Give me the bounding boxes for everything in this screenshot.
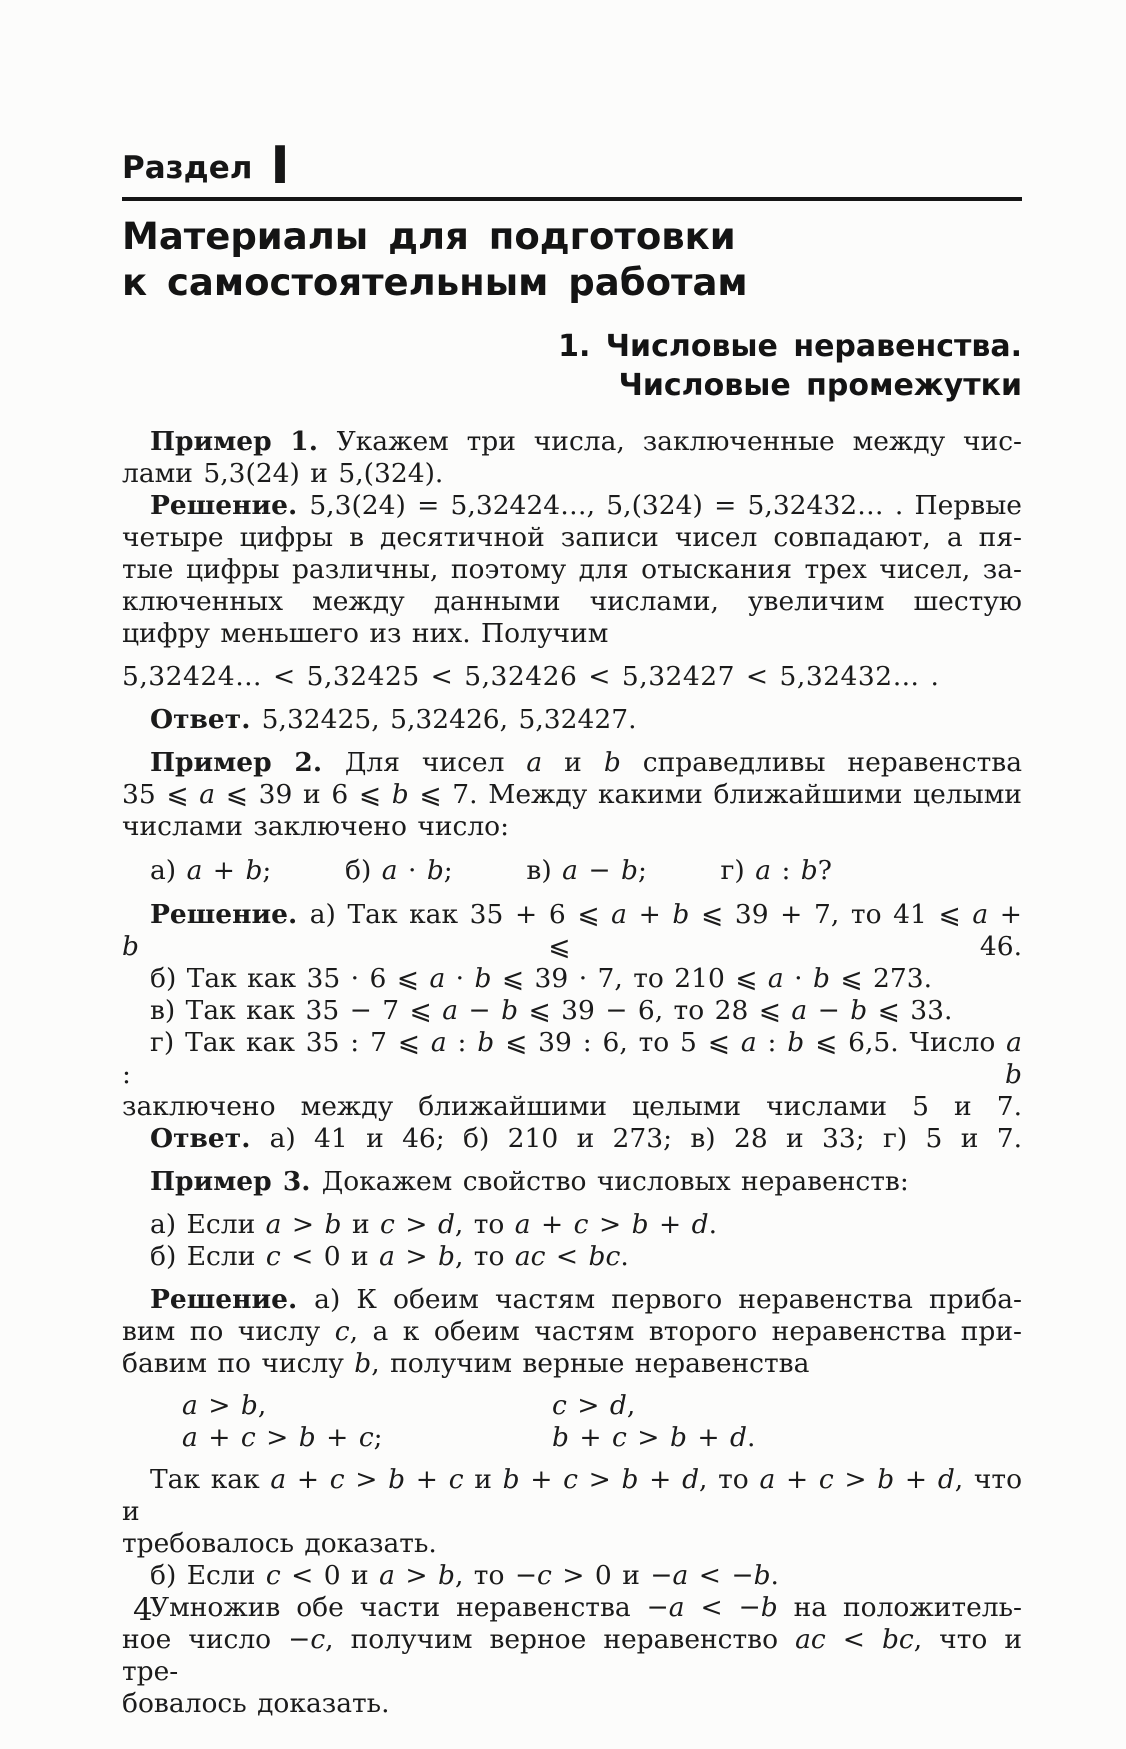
text: > xyxy=(588,1208,632,1240)
text: а) Если xyxy=(150,1208,266,1240)
text: < − xyxy=(688,1559,754,1591)
math-variable: b xyxy=(850,994,868,1026)
text: + xyxy=(405,1463,449,1495)
text: , получим верные неравенства xyxy=(371,1347,810,1379)
paragraph xyxy=(122,1166,1022,1198)
math-variable: a xyxy=(381,854,398,886)
formula-columns xyxy=(122,1390,1022,1454)
math-variable: d xyxy=(691,1208,709,1240)
math-variable: a xyxy=(186,854,203,886)
math-variable: c xyxy=(552,1389,567,1421)
text: + xyxy=(202,854,246,886)
text: : xyxy=(446,1026,478,1058)
math-variable: b xyxy=(477,1026,495,1058)
math-variable: b xyxy=(324,1208,342,1240)
math-variable: a xyxy=(430,1026,447,1058)
text: . xyxy=(770,1559,779,1591)
math-variable: c xyxy=(358,1421,374,1453)
text: Укажем три числа, заключенные между чис- xyxy=(336,425,1022,457)
text: Докажем свойство числовых неравенств: xyxy=(321,1165,909,1197)
text: + xyxy=(686,1421,730,1453)
text: ключенных между данными числами, увеличим шестую xyxy=(122,585,1022,617)
text-line xyxy=(122,1027,1022,1091)
math-variable: ac xyxy=(795,1623,826,1655)
text: > xyxy=(281,1208,325,1240)
text: в) Так как 35 − 7 ⩽ xyxy=(150,994,443,1026)
text: ⩽ 7. Между какими ближайшими целыми xyxy=(408,778,1022,810)
bold-text: Ответ. xyxy=(150,703,262,735)
text-line xyxy=(122,747,1022,779)
text: < xyxy=(825,1623,882,1655)
text-line xyxy=(122,458,1022,490)
math-variable: a xyxy=(199,778,216,810)
text-line xyxy=(122,779,1022,811)
text: Так как xyxy=(150,1463,271,1495)
math-variable: a xyxy=(611,898,627,930)
text: б) Если xyxy=(150,1240,266,1272)
text: + xyxy=(648,1208,692,1240)
math-variable: b xyxy=(1005,1058,1022,1090)
text: + xyxy=(626,898,673,930)
section-header xyxy=(122,136,1022,196)
text: г) xyxy=(720,854,756,886)
text: · xyxy=(783,962,814,994)
paragraph xyxy=(122,899,1022,1123)
text-line xyxy=(552,1422,922,1454)
text: > xyxy=(394,1240,438,1272)
text: < 0 и xyxy=(280,1240,380,1272)
math-variable: a xyxy=(265,1208,282,1240)
paragraph xyxy=(122,490,1022,650)
math-variable: a xyxy=(668,1591,685,1623)
text: . xyxy=(620,1240,629,1272)
text: > xyxy=(577,1463,622,1495)
text-line xyxy=(122,1688,1022,1720)
text: ⩽ 39 + 7, то 41 ⩽ xyxy=(689,898,973,930)
paragraph xyxy=(122,747,1022,843)
paragraph xyxy=(122,426,1022,490)
text-line xyxy=(122,963,1022,995)
bold-text: Пример 3. xyxy=(150,1165,322,1197)
text-line xyxy=(552,1390,922,1422)
math-variable: b xyxy=(391,778,409,810)
paragraph xyxy=(122,1464,1022,1720)
text: ⩽ 33. xyxy=(867,994,953,1026)
text: > 0 и − xyxy=(551,1559,673,1591)
math-variable: c xyxy=(265,1240,281,1272)
text: > xyxy=(344,1463,389,1495)
paragraph xyxy=(122,1209,1022,1273)
text: справедливы неравенства xyxy=(620,746,1023,778)
text: : xyxy=(756,1026,788,1058)
text-line xyxy=(122,1316,1022,1348)
math-variable: b xyxy=(877,1463,895,1495)
math-variable: d xyxy=(937,1463,955,1495)
math-variable: c xyxy=(448,1463,464,1495)
text: ? xyxy=(817,854,832,886)
math-variable: b xyxy=(603,746,621,778)
bold-text: Решение. xyxy=(150,489,310,521)
text: в) xyxy=(526,854,563,886)
text: > xyxy=(255,1421,299,1453)
text-line xyxy=(122,899,1022,963)
math-variable: bc xyxy=(588,1240,621,1272)
text: , то xyxy=(454,1208,515,1240)
item xyxy=(526,855,646,887)
paragraph xyxy=(122,1123,1022,1155)
text-line xyxy=(122,554,1022,586)
text-line xyxy=(122,1560,1022,1592)
heading-line: 1. Числовые неравенства. xyxy=(558,328,1022,364)
math-variable: b xyxy=(388,1463,406,1495)
math-variable: a xyxy=(526,746,543,778)
text: , то xyxy=(454,1240,515,1272)
math-variable: a xyxy=(755,854,772,886)
text: + xyxy=(988,898,1022,930)
text: 5,3(24) = 5,32424…, 5,(324) = 5,32432… . Первые xyxy=(309,489,1022,521)
bold-text: Решение. xyxy=(150,1283,315,1315)
math-variable: c xyxy=(310,1623,326,1655)
text: + xyxy=(315,1421,359,1453)
math-variable: b xyxy=(298,1421,316,1453)
text: ⩽ 273. xyxy=(829,962,933,994)
math-variable: a xyxy=(972,898,989,930)
math-variable: bc xyxy=(881,1623,914,1655)
section-heading xyxy=(122,327,1022,405)
text: а) xyxy=(150,854,187,886)
text: г) Так как 35 : 7 ⩽ xyxy=(150,1026,431,1058)
text: , что и xyxy=(122,1463,1023,1527)
math-variable: b xyxy=(631,1208,649,1240)
text-line xyxy=(122,1284,1022,1316)
section-label: Раздел xyxy=(122,149,253,186)
math-variable: d xyxy=(729,1421,747,1453)
math-variable: b xyxy=(787,1026,805,1058)
math-variable: b xyxy=(245,854,263,886)
text: а) 41 и 46; б) 210 и 273; в) 28 и 33; г) 5 и 7. xyxy=(269,1122,1022,1154)
text: ⩽ 6,5. Число xyxy=(804,1026,1007,1058)
text: бовалось доказать. xyxy=(122,1687,390,1719)
text-line xyxy=(122,1464,1022,1528)
text: > xyxy=(566,1389,610,1421)
text: и xyxy=(542,746,604,778)
text: Для чисел xyxy=(344,746,527,778)
text: четыре цифры в десятичной записи чисел совпадают, а пя- xyxy=(122,521,1022,553)
math-variable: b xyxy=(800,854,818,886)
math-variable: a xyxy=(562,854,578,886)
text: 35 ⩽ xyxy=(122,778,200,810)
math-variable: c xyxy=(612,1421,627,1453)
math-variable: a xyxy=(767,962,784,994)
math-variable: a xyxy=(442,994,458,1026)
text: и xyxy=(463,1463,503,1495)
math-variable: c xyxy=(818,1463,834,1495)
text-line xyxy=(122,995,1022,1027)
text: ; xyxy=(637,854,647,886)
math-variable: ac xyxy=(514,1240,546,1272)
text: + xyxy=(638,1463,683,1495)
text: : xyxy=(122,1058,1006,1090)
math-variable: c xyxy=(265,1559,281,1591)
text: + xyxy=(894,1463,938,1495)
formula-column xyxy=(552,1390,922,1454)
math-variable: a xyxy=(791,994,808,1026)
math-variable: b xyxy=(474,962,492,994)
text: + xyxy=(519,1463,564,1495)
text: ⩽ 39 · 7, то 210 ⩽ xyxy=(491,962,768,994)
title-line: к самостоятельным работам xyxy=(122,260,748,304)
text: , то xyxy=(699,1463,760,1495)
text: . xyxy=(746,1421,756,1453)
math-variable: b xyxy=(240,1389,258,1421)
text: < − xyxy=(684,1591,761,1623)
text-line xyxy=(122,522,1022,554)
text: тые цифры различны, поэтому для отыскания трех чисел, за- xyxy=(122,553,1022,585)
text: > xyxy=(197,1389,241,1421)
items-row xyxy=(122,855,1022,887)
text: на положитель- xyxy=(777,1591,1022,1623)
text: , а к обеим частям второго неравенства при- xyxy=(349,1315,1022,1347)
math-variable: b xyxy=(437,1240,455,1272)
text: > xyxy=(394,1559,438,1591)
math-variable: b xyxy=(354,1347,372,1379)
text-line xyxy=(122,811,1022,843)
text: заключено между ближайшими целыми числами 5 и 7. xyxy=(122,1090,1022,1122)
text-line xyxy=(182,1390,552,1422)
item xyxy=(721,855,832,887)
text-line xyxy=(122,704,1022,736)
item xyxy=(345,855,453,887)
text: · xyxy=(445,962,475,994)
title-line: Материалы для подготовки xyxy=(122,214,736,258)
formula-column xyxy=(182,1390,552,1454)
text: < xyxy=(545,1240,589,1272)
text: бавим по числу xyxy=(122,1347,355,1379)
text: < 0 и xyxy=(280,1559,380,1591)
math-variable: d xyxy=(437,1208,455,1240)
text: , то − xyxy=(454,1559,538,1591)
text: > xyxy=(626,1421,670,1453)
text: + xyxy=(568,1421,613,1453)
text-line xyxy=(122,618,1022,650)
text: , xyxy=(626,1389,636,1421)
text: Умножив обе части неравенства − xyxy=(150,1591,669,1623)
text-line xyxy=(122,1091,1022,1123)
math-variable: c xyxy=(334,1315,350,1347)
text: ; xyxy=(443,854,453,886)
text: − xyxy=(807,994,851,1026)
display-formula xyxy=(122,661,1022,693)
math-variable: b xyxy=(753,1559,771,1591)
text: + xyxy=(286,1463,330,1495)
math-variable: a xyxy=(270,1463,287,1495)
text: б) Если xyxy=(150,1559,266,1591)
math-variable: a xyxy=(672,1559,689,1591)
math-variable: b xyxy=(501,994,519,1026)
text: ⩽ 39 : 6, то 5 ⩽ xyxy=(494,1026,741,1058)
text: ; xyxy=(373,1421,383,1453)
text: и xyxy=(341,1208,381,1240)
text-line xyxy=(122,1528,1022,1560)
text: б) xyxy=(345,854,382,886)
book-part-title xyxy=(122,214,1022,306)
text: > xyxy=(833,1463,878,1495)
math-variable: c xyxy=(240,1421,256,1453)
text: + xyxy=(775,1463,819,1495)
text-line xyxy=(122,661,1022,693)
text: а) К обеим частям первого неравенства приба- xyxy=(314,1283,1022,1315)
text: числами заключено число: xyxy=(122,810,510,842)
text: , что и тре- xyxy=(122,1623,1022,1687)
math-variable: a xyxy=(379,1240,395,1272)
math-variable: c xyxy=(573,1208,589,1240)
text: . xyxy=(708,1208,718,1240)
text-column xyxy=(122,136,1023,1720)
math-variable: d xyxy=(682,1463,700,1495)
text: вим по числу xyxy=(122,1315,335,1347)
text-line xyxy=(122,1166,1022,1198)
text: + xyxy=(197,1421,241,1453)
text: б) Так как 35 · 6 ⩽ xyxy=(150,962,430,994)
math-variable: c xyxy=(380,1208,395,1240)
text-line xyxy=(122,426,1022,458)
text-line xyxy=(122,1123,1022,1155)
text: лами 5,3(24) и 5,(324). xyxy=(122,457,444,489)
text: · xyxy=(397,854,427,886)
math-variable: b xyxy=(672,898,690,930)
math-variable: b xyxy=(760,1591,778,1623)
text-line xyxy=(182,1422,552,1454)
content xyxy=(122,426,1022,1720)
math-variable: b xyxy=(437,1559,455,1591)
math-variable: c xyxy=(537,1559,552,1591)
text-line xyxy=(122,1592,1022,1624)
text-line xyxy=(122,1624,1022,1688)
section-roman-numeral: I xyxy=(270,136,290,196)
text: > xyxy=(394,1208,438,1240)
math-variable: b xyxy=(502,1463,520,1495)
text-line xyxy=(122,586,1022,618)
text: + xyxy=(530,1208,574,1240)
math-variable: c xyxy=(329,1463,345,1495)
text: а) Так как 35 + 6 ⩽ xyxy=(309,898,612,930)
bold-text: Решение. xyxy=(150,898,310,930)
math-variable: b xyxy=(620,854,638,886)
text: , получим верное неравенство xyxy=(325,1623,796,1655)
math-variable: b xyxy=(426,854,444,886)
text: 5,32425, 5,32426, 5,32427. xyxy=(261,703,637,735)
math-variable: b xyxy=(813,962,830,994)
math-variable: c xyxy=(563,1463,578,1495)
text: ; xyxy=(262,854,272,886)
text: , xyxy=(257,1389,267,1421)
text-line xyxy=(122,490,1022,522)
math-variable: a xyxy=(759,1463,776,1495)
math-variable: b xyxy=(552,1421,569,1453)
math-variable: b xyxy=(621,1463,639,1495)
math-variable: a xyxy=(1006,1026,1022,1058)
math-variable: a xyxy=(182,1389,198,1421)
math-variable: b xyxy=(669,1421,687,1453)
text-line xyxy=(122,1348,1022,1380)
text: цифру меньшего из них. Получим xyxy=(122,617,609,649)
header-rule xyxy=(122,197,1022,201)
heading-line: Числовые промежутки xyxy=(618,367,1022,403)
math-variable: a xyxy=(740,1026,757,1058)
bold-text: Пример 2. xyxy=(150,746,345,778)
math-variable: a xyxy=(182,1421,198,1453)
math-variable: b xyxy=(122,930,139,962)
text: требовалось доказать. xyxy=(122,1527,437,1559)
math-variable: d xyxy=(609,1389,627,1421)
bold-text: Пример 1. xyxy=(150,425,337,457)
paragraph xyxy=(122,1284,1022,1380)
text: − xyxy=(458,994,502,1026)
paragraph xyxy=(122,704,1022,736)
text: 5,32424… < 5,32425 < 5,32426 < 5,32427 < 5,32432… . xyxy=(122,660,940,692)
math-variable: a xyxy=(429,962,446,994)
math-variable: a xyxy=(379,1559,395,1591)
text: ное число − xyxy=(122,1623,311,1655)
text: ⩽ 39 и 6 ⩽ xyxy=(215,778,392,810)
item xyxy=(150,855,271,887)
math-variable: a xyxy=(514,1208,531,1240)
bold-text: Ответ. xyxy=(150,1122,270,1154)
text-line xyxy=(122,1209,1022,1241)
text: ⩽ 39 − 6, то 28 ⩽ xyxy=(518,994,792,1026)
page-number: 4 xyxy=(133,1592,153,1628)
text: : xyxy=(771,854,801,886)
text: − xyxy=(577,854,621,886)
text: ⩽ 46. xyxy=(138,930,1022,962)
text-line xyxy=(122,1241,1022,1273)
